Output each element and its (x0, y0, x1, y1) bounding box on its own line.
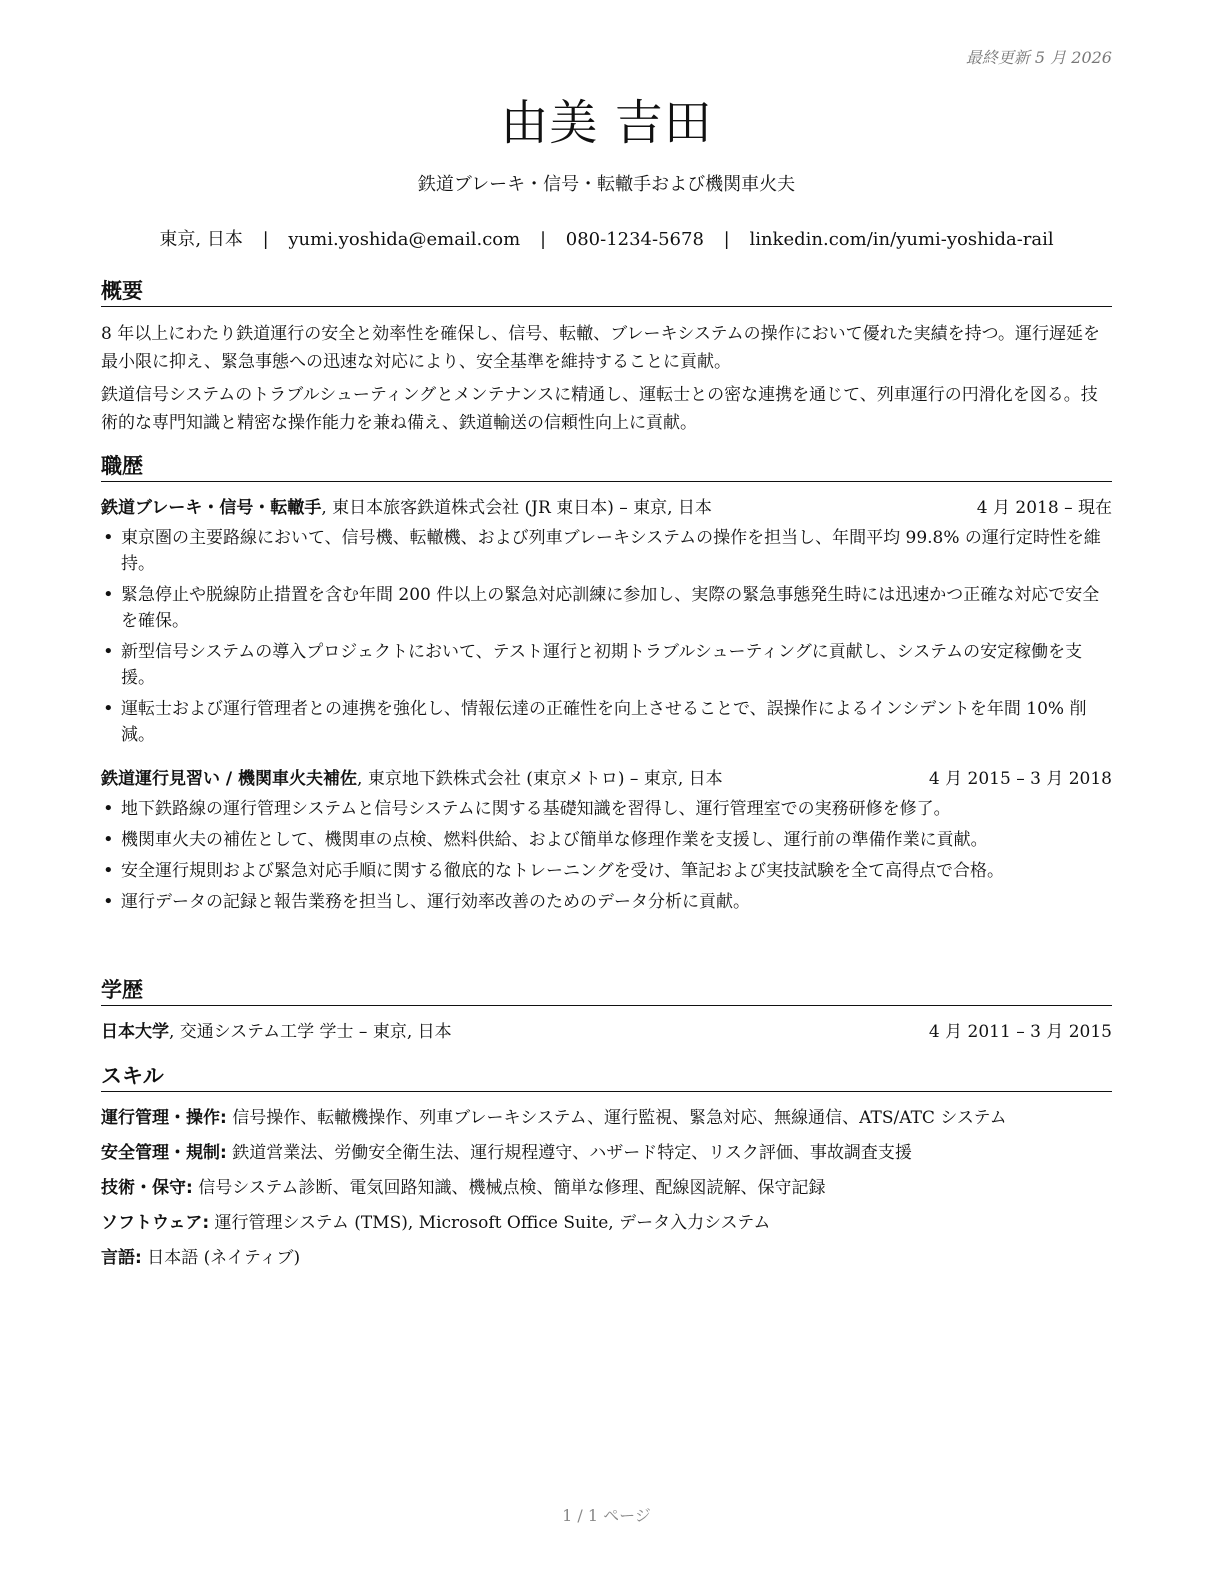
skill-row (101, 1136, 1112, 1171)
education-dates: 4 月 2011 – 3 月 2015 (928, 1022, 1112, 1042)
education-detail: , 交通システム工学 学士 – 東京, 日本 (169, 1022, 452, 1042)
headline: 鉄道ブレーキ・信号・転轍手および機関車火夫 (417, 174, 796, 195)
education-section (101, 976, 1112, 1045)
page-number: 1 / 1 ページ (562, 1506, 651, 1525)
skills-list (101, 1101, 1112, 1276)
job-role: 鉄道ブレーキ・信号・転轍手 (101, 498, 322, 518)
education-school: 日本大学 (101, 1022, 169, 1042)
skill-value: 信号システム診断、電気回路知識、機械点検、簡単な修理、配線図読解、保守記録 (192, 1178, 826, 1198)
job-bullets (101, 525, 1112, 748)
contact-separator: | (723, 229, 730, 250)
job-header (101, 766, 1112, 792)
list-item: • 安全運行規則および緊急対応手順に関する徹底的なトレーニングを受け、筆記および実技試験を全て高得点で合格。 (101, 858, 1112, 884)
list-item: • 運行データの記録と報告業務を担当し、運行効率改善のためのデータ分析に貢献。 (101, 889, 1112, 915)
skill-value: 鉄道営業法、労働安全衛生法、運行規程遵守、ハザード特定、リスク評価、事故調査支援 (226, 1143, 912, 1163)
section-title-skills: スキル (101, 1062, 1112, 1092)
skill-value: 日本語 (ネイティブ) (141, 1248, 301, 1268)
contact-location: 東京, 日本 (159, 229, 243, 250)
experience-section (101, 452, 1112, 920)
job-entry (101, 766, 1112, 915)
contact-separator: | (539, 229, 547, 250)
job-organization: , 東日本旅客鉄道株式会社 (JR 東日本) – 東京, 日本 (321, 498, 712, 518)
list-item: • 運転士および運行管理者との連携を強化し、情報伝達の正確性を向上させることで、誤操作によるインシデントを年間 10% 削減。 (101, 696, 1112, 748)
skills-section (101, 1062, 1112, 1276)
list-item: • 緊急停止や脱線防止措置を含む年間 200 件以上の緊急対応訓練に参加し、実際の緊急事態発生時には迅速かつ正確な対応で安全を確保。 (101, 582, 1112, 634)
skill-row (101, 1206, 1112, 1241)
job-title-line (101, 495, 712, 521)
summary-paragraph: 鉄道信号システムのトラブルシューティングとメンテナンスに精通し、運転士との密な連携を通じて、列車運行の円滑化を図る。技術的な専門知識と精密な操作能力を兼ね備え、鉄道輸送の信頼性向上に貢献。 (101, 385, 1098, 433)
skill-label: 安全管理・規制: (101, 1143, 227, 1163)
job-dates: 4 月 2018 – 現在 (976, 498, 1112, 518)
job-title-line (101, 766, 723, 792)
skill-value: 運行管理システム (TMS), Microsoft Office Suite, データ入力システム (209, 1213, 771, 1233)
skill-label: 運行管理・操作: (101, 1108, 227, 1128)
skill-label: 言語: (101, 1248, 142, 1268)
job-role: 鉄道運行見習い / 機関車火夫補佐 (101, 769, 358, 789)
summary-paragraph: 8 年以上にわたり鉄道運行の安全と効率性を確保し、信号、転轍、ブレーキシステムの操作において優れた実績を持つ。運行遅延を最小限に抑え、緊急事態への迅速な対応により、安全基準を維持することに貢献。 (101, 324, 1100, 372)
list-item: • 新型信号システムの導入プロジェクトにおいて、テスト運行と初期トラブルシューティングに貢献し、システムの安定稼働を支援。 (101, 639, 1112, 691)
skill-row (101, 1101, 1112, 1136)
list-item: • 機関車火夫の補佐として、機関車の点検、燃料供給、および簡単な修理作業を支援し、運行前の準備作業に貢献。 (101, 827, 1112, 853)
list-item: • 東京圏の主要路線において、信号機、転轍機、および列車ブレーキシステムの操作を担当し、年間平均 99.8% の運行定時性を維持。 (101, 525, 1112, 577)
job-dates: 4 月 2015 – 3 月 2018 (928, 769, 1112, 789)
skill-row (101, 1171, 1112, 1206)
contact-email[interactable]: yumi.yoshida@email.com (288, 229, 521, 250)
skill-value: 信号操作、転轍機操作、列車ブレーキシステム、運行監視、緊急対応、無線通信、ATS/ATC システム (226, 1108, 1007, 1128)
resume-page (101, 0, 1112, 1584)
education-title-line (101, 1019, 452, 1045)
education-entry (101, 1019, 1112, 1045)
last-updated: 最終更新 5 月 2026 (965, 48, 1112, 67)
contact-linkedin[interactable]: linkedin.com/in/yumi-yoshida-rail (749, 229, 1054, 250)
job-header (101, 495, 1112, 521)
candidate-name: 由美 吉田 (500, 95, 713, 151)
job-bullets (101, 796, 1112, 915)
contact-line (101, 225, 1112, 251)
list-item: • 地下鉄路線の運行管理システムと信号システムに関する基礎知識を習得し、運行管理室での実務研修を修了。 (101, 796, 1112, 822)
section-title-summary: 概要 (101, 277, 1112, 307)
section-title-education: 学歴 (101, 976, 1112, 1006)
skill-label: ソフトウェア: (101, 1213, 210, 1233)
job-entry (101, 495, 1112, 748)
job-organization: , 東京地下鉄株式会社 (東京メトロ) – 東京, 日本 (357, 769, 723, 789)
skill-row (101, 1241, 1112, 1276)
contact-phone[interactable]: 080-1234-5678 (565, 229, 704, 250)
contact-separator: | (262, 229, 269, 250)
section-title-experience: 職歴 (101, 452, 1112, 482)
summary-section (101, 277, 1112, 437)
skill-label: 技術・保守: (101, 1178, 193, 1198)
